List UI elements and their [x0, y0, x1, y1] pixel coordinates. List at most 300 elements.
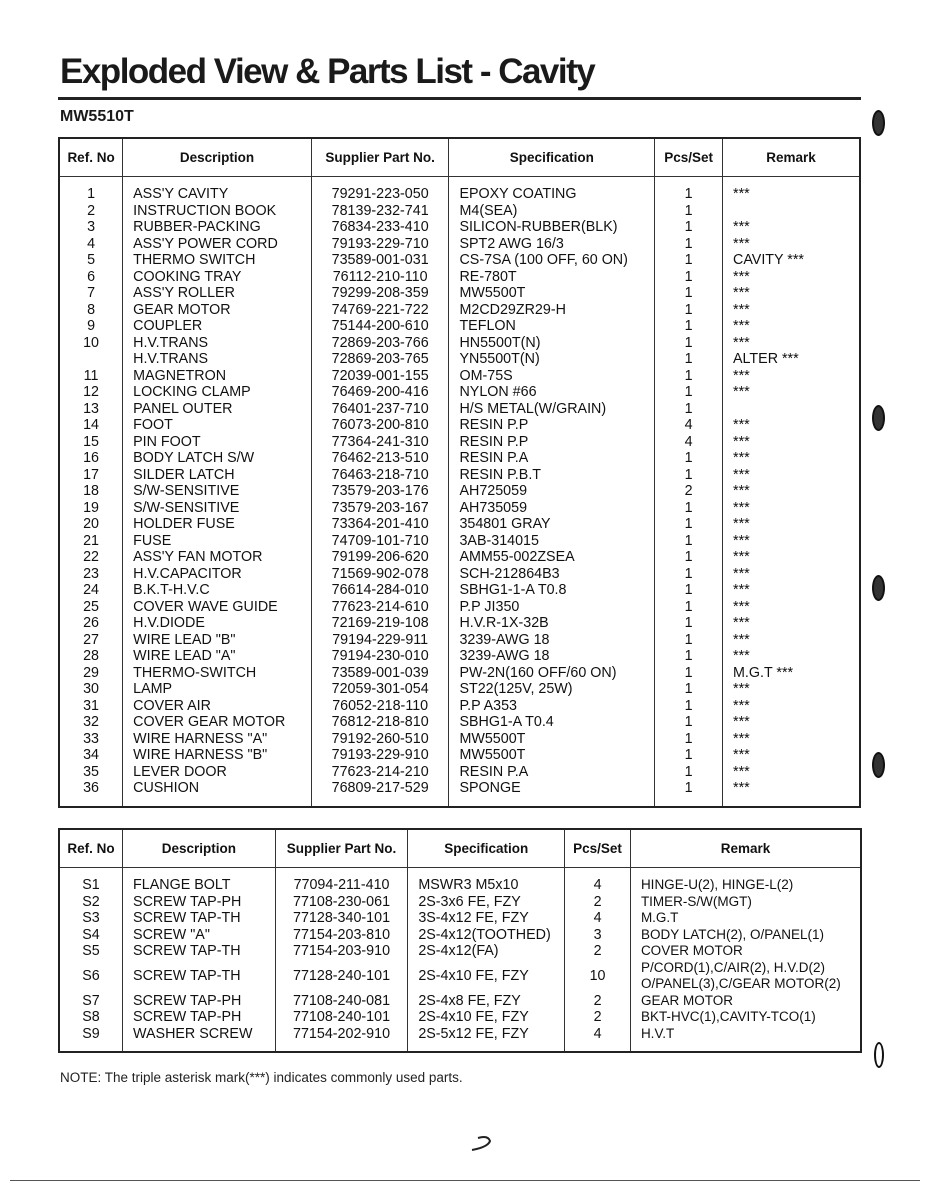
description-cell: S/W-SENSITIVE [123, 483, 312, 500]
specification-cell: RESIN P.A [449, 764, 655, 781]
part-no-cell: 73579-203-176 [311, 483, 449, 500]
description-cell: BODY LATCH S/W [123, 450, 312, 467]
part-no-cell: 74769-221-722 [311, 302, 449, 319]
remark-cell: *** [723, 483, 861, 500]
part-no-cell: 72169-219-108 [311, 615, 449, 632]
remark-cell: *** [723, 615, 861, 632]
table-row [59, 401, 860, 418]
binder-hole-icon [872, 575, 885, 601]
table-row [59, 236, 860, 253]
description-cell: WIRE LEAD "B" [123, 632, 312, 649]
specification-cell: SPT2 AWG 16/3 [449, 236, 655, 253]
table-row [59, 483, 860, 500]
remark-cell: *** [723, 533, 861, 550]
ref-cell: 2 [87, 202, 96, 219]
table-row [59, 714, 860, 731]
table-row [59, 335, 860, 352]
description-cell: LAMP [123, 681, 312, 698]
table-row [59, 516, 860, 533]
table-row [59, 993, 861, 1010]
ref-cell: 36 [83, 780, 100, 796]
table-row [59, 927, 861, 944]
part-no-cell: 77094-211-410 [275, 877, 408, 894]
table-row [59, 943, 861, 960]
specification-cell: M2CD29ZR29-H [449, 302, 655, 319]
table-row [59, 615, 860, 632]
ref-cell: 24 [83, 582, 100, 598]
table-row [59, 698, 860, 715]
remark-cell [723, 203, 861, 220]
specification-cell: 2S-5x12 FE, FZY [408, 1026, 565, 1043]
pcs-cell: 1 [655, 335, 723, 352]
pcs-cell: 4 [655, 434, 723, 451]
specification-cell: M4(SEA) [449, 203, 655, 220]
pcs-cell: 1 [655, 368, 723, 385]
description-cell: INSTRUCTION BOOK [123, 203, 312, 220]
part-no-cell: 71569-902-078 [311, 566, 449, 583]
description-cell: PANEL OUTER [123, 401, 312, 418]
part-no-cell: 76834-233-410 [311, 219, 449, 236]
description-cell: WIRE HARNESS "B" [123, 747, 312, 764]
page-mark-icon [468, 1135, 496, 1153]
remark-cell: *** [723, 516, 861, 533]
part-no-cell: 73364-201-410 [311, 516, 449, 533]
specification-cell: 2S-4x10 FE, FZY [408, 1009, 565, 1026]
specification-cell: 3S-4x12 FE, FZY [408, 910, 565, 927]
remark-cell: M.G.T [630, 910, 861, 927]
specification-cell: AMM55-002ZSEA [449, 549, 655, 566]
part-no-cell: 73579-203-167 [311, 500, 449, 517]
part-no-cell: 77623-214-610 [311, 599, 449, 616]
ref-cell: 30 [83, 681, 100, 697]
remark-cell: *** [723, 368, 861, 385]
part-no-cell: 77364-241-310 [311, 434, 449, 451]
table-row [59, 747, 860, 764]
description-cell: SCREW TAP-PH [123, 894, 276, 911]
specification-cell: AH725059 [449, 483, 655, 500]
title-divider [58, 97, 861, 100]
table-row [59, 285, 860, 302]
pcs-cell: 1 [655, 665, 723, 682]
table-row [59, 450, 860, 467]
col-header-description: Description [123, 138, 312, 177]
table-row [59, 467, 860, 484]
remark-cell: *** [723, 269, 861, 286]
col-header-pcs: Pcs/Set [655, 138, 723, 177]
pcs-cell: 1 [655, 731, 723, 748]
pcs-cell: 1 [655, 302, 723, 319]
description-cell: ASS'Y CAVITY [123, 186, 312, 203]
part-no-cell: 72039-001-155 [311, 368, 449, 385]
description-cell: COVER AIR [123, 698, 312, 715]
table-row [59, 351, 860, 368]
table-row [59, 500, 860, 517]
binder-hole-icon [872, 752, 885, 778]
col-header-remark: Remark [723, 138, 861, 177]
pcs-cell: 2 [565, 943, 631, 960]
table-row [59, 318, 860, 335]
col-header-part-no: Supplier Part No. [275, 829, 408, 868]
remark-cell: *** [723, 500, 861, 517]
description-cell: COVER GEAR MOTOR [123, 714, 312, 731]
pcs-cell: 1 [655, 318, 723, 335]
ref-cell: 19 [83, 499, 100, 516]
specification-cell: MW5500T [449, 747, 655, 764]
pcs-cell: 1 [655, 533, 723, 550]
specification-cell: MSWR3 M5x10 [408, 877, 565, 894]
ref-cell [59, 351, 123, 368]
pcs-cell: 1 [655, 681, 723, 698]
pcs-cell: 3 [565, 927, 631, 944]
table-row [59, 186, 860, 203]
table-row [59, 582, 860, 599]
description-cell: FUSE [123, 533, 312, 550]
table-row [59, 549, 860, 566]
ref-cell: S3 [82, 910, 100, 926]
remark-cell: *** [723, 318, 861, 335]
remark-cell: *** [723, 731, 861, 748]
pcs-cell: 4 [655, 417, 723, 434]
ref-cell: 23 [83, 565, 100, 582]
table-row [59, 894, 861, 911]
remark-cell: GEAR MOTOR [630, 993, 861, 1010]
pcs-cell: 4 [565, 877, 631, 894]
specification-cell: P.P JI350 [449, 599, 655, 616]
part-no-cell: 79291-223-050 [311, 186, 449, 203]
binder-hole-icon [872, 405, 885, 431]
binder-hole-icon [874, 1042, 884, 1068]
description-cell: H.V.TRANS [123, 335, 312, 352]
part-no-cell: 73589-001-039 [311, 665, 449, 682]
ref-cell: S8 [82, 1009, 100, 1025]
specification-cell: RE-780T [449, 269, 655, 286]
remark-cell: *** [723, 285, 861, 302]
remark-cell: *** [723, 384, 861, 401]
description-cell: CUSHION [123, 780, 312, 797]
remark-cell: *** [723, 236, 861, 253]
description-cell: HOLDER FUSE [123, 516, 312, 533]
pcs-cell: 1 [655, 599, 723, 616]
part-no-cell: 75144-200-610 [311, 318, 449, 335]
description-cell: H.V.TRANS [123, 351, 312, 368]
description-cell: WASHER SCREW [123, 1026, 276, 1043]
ref-cell: S6 [82, 967, 100, 984]
description-cell: H.V.DIODE [123, 615, 312, 632]
table-row [59, 681, 860, 698]
pcs-cell: 1 [655, 549, 723, 566]
pcs-cell: 1 [655, 219, 723, 236]
col-header-part-no: Supplier Part No. [311, 138, 449, 177]
remark-cell: *** [723, 549, 861, 566]
ref-cell: 5 [87, 252, 96, 268]
description-cell: THERMO-SWITCH [123, 665, 312, 682]
pcs-cell: 1 [655, 351, 723, 368]
description-cell: B.K.T-H.V.C [123, 582, 312, 599]
col-header-pcs: Pcs/Set [565, 829, 631, 868]
ref-cell: 15 [83, 433, 100, 450]
part-no-cell: 79199-206-620 [311, 549, 449, 566]
part-no-cell: 77128-240-101 [275, 960, 408, 993]
description-cell: SILDER LATCH [123, 467, 312, 484]
ref-cell: 20 [83, 516, 100, 532]
pcs-cell: 1 [655, 615, 723, 632]
specification-cell: 2S-4x12(FA) [408, 943, 565, 960]
remark-cell: *** [723, 417, 861, 434]
part-no-cell: 77128-340-101 [275, 910, 408, 927]
part-no-cell: 79194-230-010 [311, 648, 449, 665]
part-no-cell: 77154-203-910 [275, 943, 408, 960]
pcs-cell: 10 [565, 960, 631, 993]
table-row [59, 960, 861, 993]
pcs-cell: 2 [655, 483, 723, 500]
remark-cell: *** [723, 467, 861, 484]
specification-cell: RESIN P.P [449, 417, 655, 434]
pcs-cell: 1 [655, 582, 723, 599]
pcs-cell: 1 [655, 203, 723, 220]
footer-divider [10, 1180, 920, 1181]
pcs-cell: 1 [655, 384, 723, 401]
pcs-cell: 2 [565, 894, 631, 911]
description-cell: PIN FOOT [123, 434, 312, 451]
remark-cell: *** [723, 780, 861, 797]
table-row [59, 219, 860, 236]
part-no-cell: 77154-203-810 [275, 927, 408, 944]
remark-cell: TIMER-S/W(MGT) [630, 894, 861, 911]
specification-cell: 3239-AWG 18 [449, 632, 655, 649]
description-cell: LEVER DOOR [123, 764, 312, 781]
ref-cell: 6 [87, 268, 96, 285]
part-no-cell: 72869-203-765 [311, 351, 449, 368]
pcs-cell: 1 [655, 764, 723, 781]
remark-cell: *** [723, 632, 861, 649]
specification-cell: 3239-AWG 18 [449, 648, 655, 665]
specification-cell: ST22(125V, 25W) [449, 681, 655, 698]
specification-cell: RESIN P.P [449, 434, 655, 451]
description-cell: GEAR MOTOR [123, 302, 312, 319]
specification-cell: SBHG1-A T0.4 [449, 714, 655, 731]
table-row [59, 566, 860, 583]
specification-cell: 2S-4x12(TOOTHED) [408, 927, 565, 944]
remark-cell [630, 960, 861, 993]
specification-cell: CS-7SA (100 OFF, 60 ON) [449, 252, 655, 269]
part-no-cell: 76469-200-416 [311, 384, 449, 401]
remark-cell: *** [723, 764, 861, 781]
table-row [59, 368, 860, 385]
ref-cell: 32 [83, 714, 100, 730]
part-no-cell: 79193-229-710 [311, 236, 449, 253]
ref-cell: 16 [83, 450, 100, 466]
part-no-cell: 77154-202-910 [275, 1026, 408, 1043]
pcs-cell: 1 [655, 566, 723, 583]
part-no-cell: 76112-210-110 [311, 269, 449, 286]
page-title: Exploded View & Parts List - Cavity [60, 52, 595, 91]
col-header-description: Description [123, 829, 276, 868]
pcs-cell: 1 [655, 747, 723, 764]
remark-cell: *** [723, 681, 861, 698]
remark-cell: *** [723, 186, 861, 203]
remark-cell: *** [723, 450, 861, 467]
ref-cell: 29 [83, 664, 100, 681]
table-row [59, 302, 860, 319]
description-cell: ASS'Y POWER CORD [123, 236, 312, 253]
part-no-cell: 76614-284-010 [311, 582, 449, 599]
ref-cell: 7 [87, 285, 96, 301]
table-row [59, 665, 860, 682]
part-no-cell: 79194-229-911 [311, 632, 449, 649]
part-no-cell: 76463-218-710 [311, 467, 449, 484]
remark-cell: BKT-HVC(1),CAVITY-TCO(1) [630, 1009, 861, 1026]
ref-cell: 35 [83, 763, 100, 780]
table-row [59, 764, 860, 781]
ref-cell: S5 [82, 943, 100, 959]
remark-cell [723, 401, 861, 418]
specification-cell: RESIN P.B.T [449, 467, 655, 484]
table-row [59, 384, 860, 401]
remark-cell: CAVITY *** [723, 252, 861, 269]
table-row [59, 533, 860, 550]
col-header-ref: Ref. No [59, 138, 123, 177]
model-number: MW5510T [60, 108, 134, 125]
col-header-specification: Specification [408, 829, 565, 868]
ref-cell: 22 [83, 549, 100, 565]
ref-cell: 12 [83, 384, 100, 400]
specification-cell: EPOXY COATING [449, 186, 655, 203]
pcs-cell: 1 [655, 450, 723, 467]
ref-cell: 14 [83, 417, 100, 433]
pcs-cell: 1 [655, 401, 723, 418]
parts-table-header [59, 138, 860, 177]
ref-cell: 33 [83, 730, 100, 747]
col-header-specification: Specification [449, 138, 655, 177]
specification-cell: MW5500T [449, 285, 655, 302]
specification-cell: YN5500T(N) [449, 351, 655, 368]
ref-cell: 10 [83, 334, 100, 351]
description-cell: SCREW "A" [123, 927, 276, 944]
specification-cell: MW5500T [449, 731, 655, 748]
ref-cell: 25 [83, 598, 100, 615]
table-row [59, 780, 860, 797]
specification-cell: 2S-3x6 FE, FZY [408, 894, 565, 911]
description-cell: COOKING TRAY [123, 269, 312, 286]
ref-cell: 27 [83, 631, 100, 648]
parts-table-body [59, 177, 860, 807]
table-row [59, 632, 860, 649]
description-cell: WIRE HARNESS "A" [123, 731, 312, 748]
remark-cell: HINGE-U(2), HINGE-L(2) [630, 877, 861, 894]
part-no-cell: 77108-240-101 [275, 1009, 408, 1026]
pcs-cell: 1 [655, 714, 723, 731]
ref-cell: 18 [83, 483, 100, 499]
description-cell: SCREW TAP-PH [123, 993, 276, 1010]
screws-table-header [59, 829, 861, 868]
remark-cell: *** [723, 335, 861, 352]
ref-cell: S4 [82, 926, 100, 943]
description-cell: FLANGE BOLT [123, 877, 276, 894]
specification-cell: 2S-4x10 FE, FZY [408, 960, 565, 993]
pcs-cell: 1 [655, 648, 723, 665]
part-no-cell: 77623-214-210 [311, 764, 449, 781]
specification-cell: 2S-4x8 FE, FZY [408, 993, 565, 1010]
table-row [59, 1026, 861, 1043]
table-row [59, 252, 860, 269]
specification-cell: HN5500T(N) [449, 335, 655, 352]
part-no-cell: 79193-229-910 [311, 747, 449, 764]
specification-cell: SBHG1-1-A T0.8 [449, 582, 655, 599]
pcs-cell: 1 [655, 285, 723, 302]
parts-table [58, 137, 861, 808]
part-no-cell: 76812-218-810 [311, 714, 449, 731]
remark-line: O/PANEL(3),C/GEAR MOTOR(2) [640, 976, 841, 991]
pcs-cell: 4 [565, 910, 631, 927]
table-row [59, 434, 860, 451]
remark-cell: *** [723, 434, 861, 451]
description-cell: H.V.CAPACITOR [123, 566, 312, 583]
specification-cell: NYLON #66 [449, 384, 655, 401]
table-row [59, 1009, 861, 1026]
pcs-cell: 1 [655, 516, 723, 533]
pcs-cell: 1 [655, 252, 723, 269]
pcs-cell: 1 [655, 467, 723, 484]
ref-cell: 1 [87, 186, 96, 202]
part-no-cell: 74709-101-710 [311, 533, 449, 550]
remark-cell: COVER MOTOR [630, 943, 861, 960]
pcs-cell: 1 [655, 780, 723, 797]
specification-cell: P.P A353 [449, 698, 655, 715]
part-no-cell: 77108-240-081 [275, 993, 408, 1010]
pcs-cell: 4 [565, 1026, 631, 1043]
binder-hole-icon [872, 110, 885, 136]
description-cell: COUPLER [123, 318, 312, 335]
pcs-cell: 1 [655, 698, 723, 715]
description-cell: S/W-SENSITIVE [123, 500, 312, 517]
part-no-cell: 78139-232-741 [311, 203, 449, 220]
description-cell: THERMO SWITCH [123, 252, 312, 269]
specification-cell: PW-2N(160 OFF/60 ON) [449, 665, 655, 682]
pcs-cell: 1 [655, 236, 723, 253]
ref-cell: 9 [87, 318, 96, 334]
remark-cell: ALTER *** [723, 351, 861, 368]
specification-cell: 354801 GRAY [449, 516, 655, 533]
pcs-cell: 2 [565, 993, 631, 1010]
remark-cell: *** [723, 582, 861, 599]
part-no-cell: 76462-213-510 [311, 450, 449, 467]
ref-cell: 26 [83, 615, 100, 631]
table-row [59, 203, 860, 220]
ref-cell: S7 [82, 992, 100, 1009]
pcs-cell: 1 [655, 500, 723, 517]
ref-cell: S2 [82, 893, 100, 910]
table-row [59, 648, 860, 665]
ref-cell: 34 [83, 747, 100, 763]
screws-table [58, 828, 862, 1053]
remark-cell: M.G.T *** [723, 665, 861, 682]
ref-cell: S1 [82, 877, 100, 893]
specification-cell: H.V.R-1X-32B [449, 615, 655, 632]
ref-cell: 11 [83, 367, 99, 384]
remark-cell: *** [723, 747, 861, 764]
description-cell: WIRE LEAD "A" [123, 648, 312, 665]
pcs-cell: 1 [655, 269, 723, 286]
description-cell: ASS'Y ROLLER [123, 285, 312, 302]
part-no-cell: 79299-208-359 [311, 285, 449, 302]
specification-cell: TEFLON [449, 318, 655, 335]
pcs-cell: 1 [655, 186, 723, 203]
ref-cell: 21 [83, 532, 100, 549]
table-row [59, 910, 861, 927]
description-cell: SCREW TAP-PH [123, 1009, 276, 1026]
ref-cell: 28 [83, 648, 100, 664]
ref-cell: 17 [83, 466, 100, 483]
